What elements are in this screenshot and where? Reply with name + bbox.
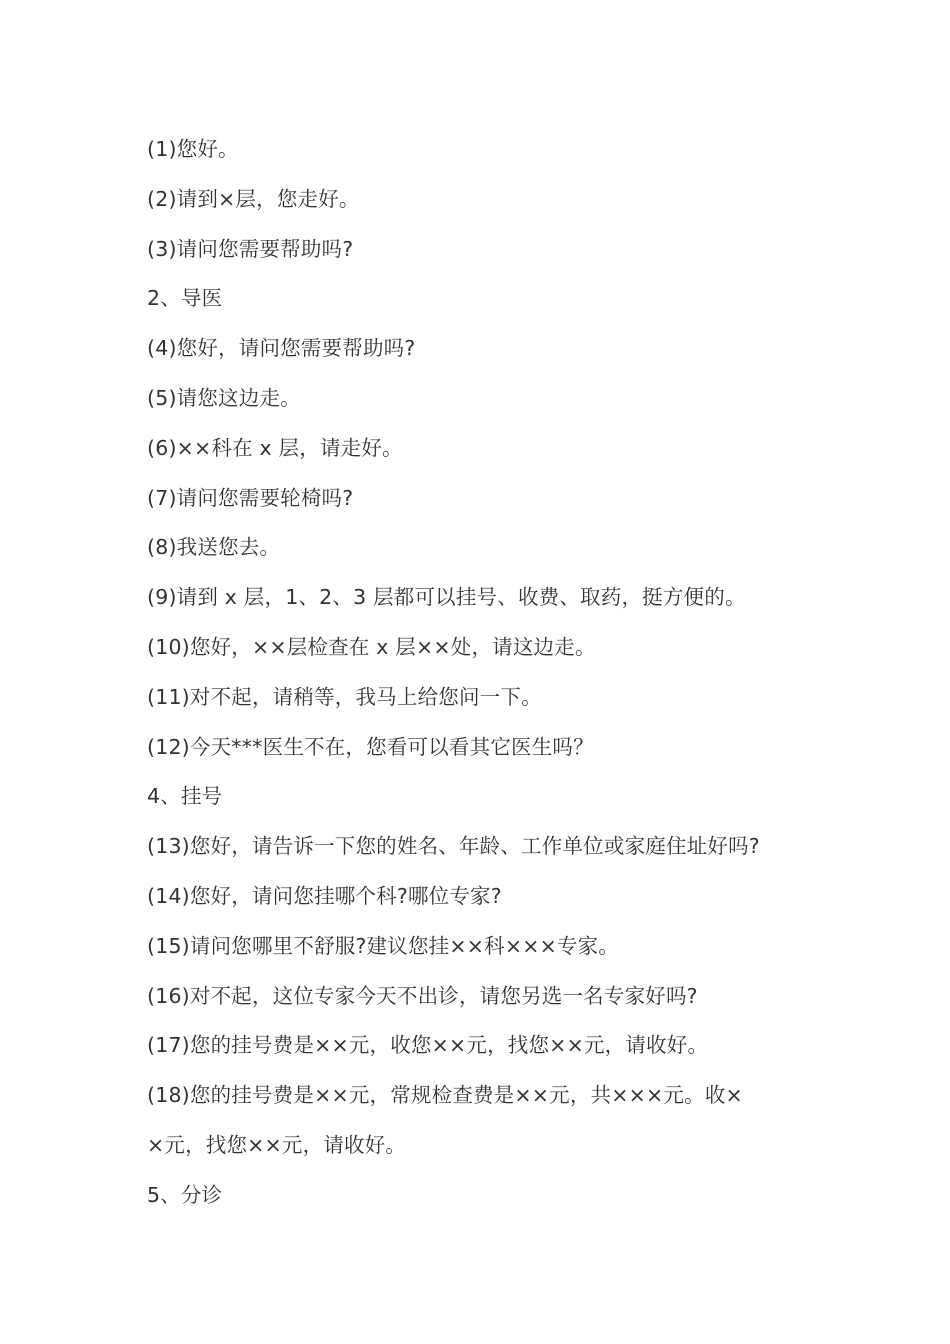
section-heading: 2、导医 [147,286,223,311]
text-line: (14)您好，请问您挂哪个科?哪位专家? [147,883,502,908]
text-line: (10)您好，××层检查在 x 层××处，请这边走。 [147,634,596,659]
document-page [147,129,827,1225]
text-line: (9)请到 x 层，1、2、3 层都可以挂号、收费、取药，挺方便的。 [147,585,746,610]
section-heading: 4、挂号 [147,784,223,809]
text-line: (6)××科在 x 层，请走好。 [147,435,403,460]
text-line: (2)请到×层，您走好。 [147,186,360,211]
text-line: (8)我送您去。 [147,535,281,560]
text-line: (4)您好，请问您需要帮助吗? [147,336,416,361]
text-line: (13)您好，请告诉一下您的姓名、年龄、工作单位或家庭住址好吗? [147,834,760,859]
text-line: ×元，找您××元，请收好。 [147,1132,407,1157]
text-line: (16)对不起，这位专家今天不出诊，请您另选一名专家好吗? [147,983,698,1008]
text-line: (11)对不起，请稍等，我马上给您问一下。 [147,684,542,709]
section-heading: 5、分诊 [147,1182,223,1207]
text-line: (7)请问您需要轮椅吗? [147,485,354,510]
text-line: (18)您的挂号费是××元，常规检查费是××元，共×××元。收× [147,1083,743,1108]
text-line: (12)今天***医生不在，您看可以看其它医生吗？ [147,734,594,759]
text-line: (3)请问您需要帮助吗? [147,236,354,261]
text-line: (17)您的挂号费是××元，收您××元，找您××元，请收好。 [147,1033,709,1058]
text-line: (1)您好。 [147,137,239,161]
text-line: (5)请您这边走。 [147,385,301,410]
text-line: (15)请问您哪里不舒服?建议您挂××科×××专家。 [147,933,620,958]
